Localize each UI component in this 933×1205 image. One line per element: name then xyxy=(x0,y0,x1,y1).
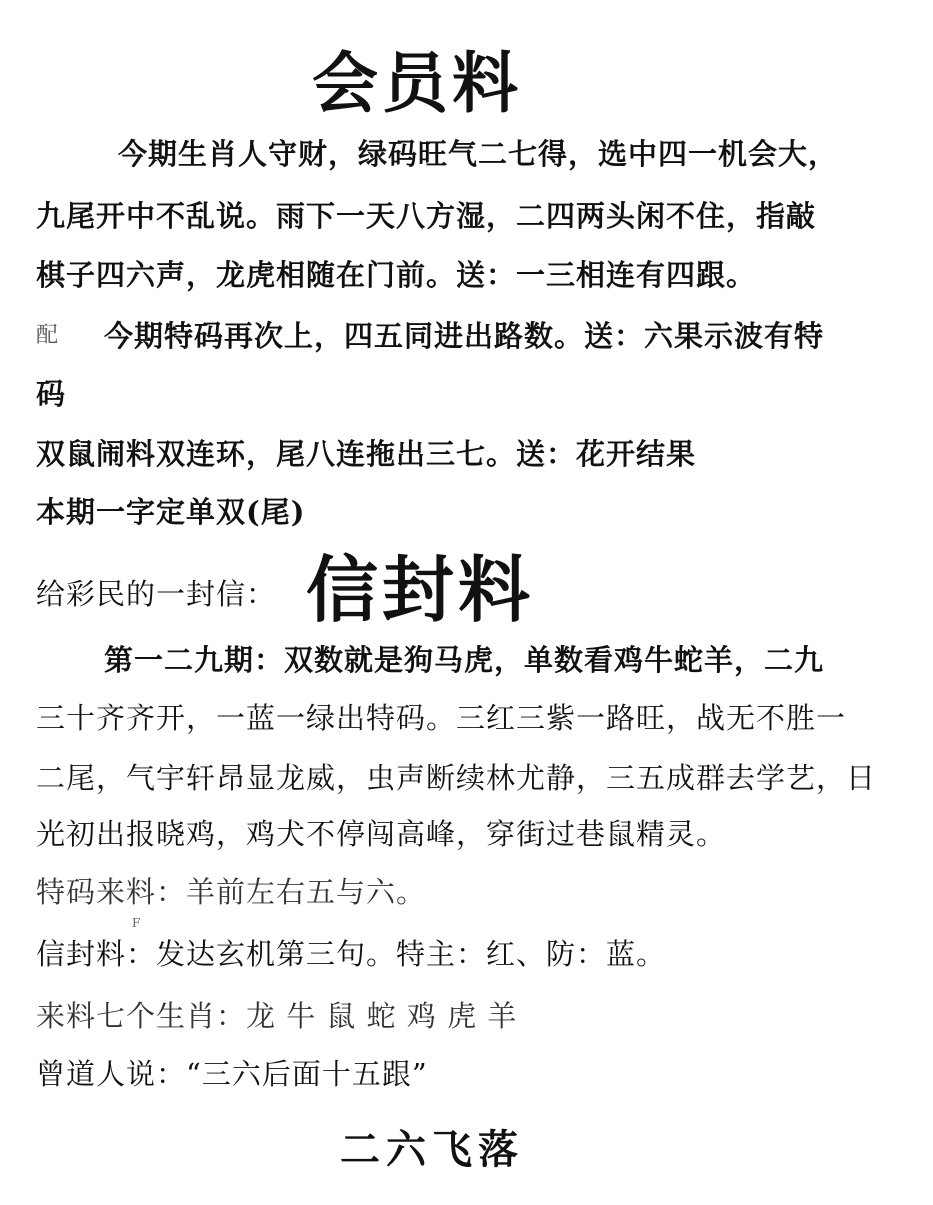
text-line: 光初出报晓鸡，鸡犬不停闯高峰，穿街过巷鼠精灵。 xyxy=(36,817,727,851)
text-line: 特码来料：羊前左右五与六。 xyxy=(36,875,427,909)
footer-title: 二六飞落 xyxy=(340,1127,524,1173)
text-line: 信封料：发达玄机第三句。特主：红、防：蓝。 xyxy=(36,937,667,971)
text-line: 曾道人说：“三六后面十五跟” xyxy=(36,1057,428,1091)
text-line: 棋子四六声，龙虎相随在门前。送：一三相连有四跟。 xyxy=(36,258,757,292)
text-line: 码 xyxy=(36,377,67,411)
text-line: 今期生肖人守财，绿码旺气二七得，选中四一机会大， xyxy=(118,137,839,171)
section-title: 信封料 xyxy=(306,548,535,632)
page-title: 会员料 xyxy=(312,45,522,122)
text-line: 三十齐齐开，一蓝一绿出特码。三红三紫一路旺，战无不胜一 xyxy=(36,701,847,735)
text-line: 来料七个生肖：龙 牛 鼠 蛇 鸡 虎 羊 xyxy=(36,999,518,1033)
text-line: 双鼠闹料双连环，尾八连拖出三七。送：花开结果 xyxy=(36,437,697,471)
stray-mark: F xyxy=(132,916,141,930)
text-line: 二尾，气宇轩昂显龙威，虫声断续林尤静，三五成群去学艺，日 xyxy=(36,761,877,795)
letter-intro: 给彩民的一封信： xyxy=(36,577,277,611)
text-line: 本期一字定单双(尾) xyxy=(36,495,306,529)
margin-fragment: 配 xyxy=(36,323,59,348)
text-line: 第一二九期：双数就是狗马虎，单数看鸡牛蛇羊，二九 xyxy=(104,643,825,677)
text-line: 今期特码再次上，四五同进出路数。送：六果示波有特 xyxy=(104,319,825,353)
text-line: 九尾开中不乱说。雨下一天八方湿，二四两头闲不住，指敲 xyxy=(36,199,817,233)
